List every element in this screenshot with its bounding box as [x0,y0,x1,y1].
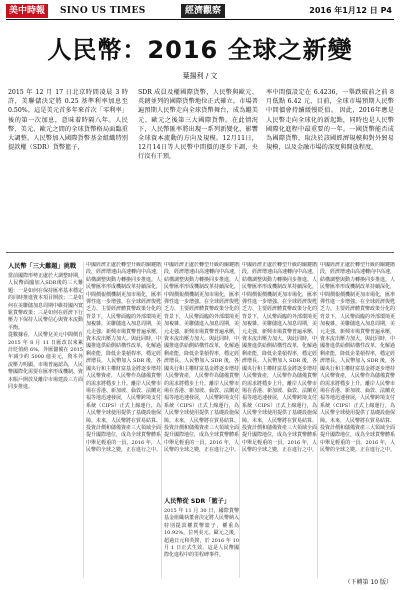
section-heading: 人民幣「三大難題」挑戰 [8,263,77,270]
lead-column-3 [266,88,394,248]
body-paragraph: 當前國際形勢正處於大調整時期，人民幣面臨加入SDR後的三大難題：一是如何在保持匯率基本穩定的同時推進資本項目開放；二是如何在美聯儲加息周期中維持國內寬鬆貨幣政策；三是如何在經濟下行壓力下保持人民幣信心與資本流動平衡。 [8,273,83,331]
lead-paragraph: 因此，2016年應是人民幣走向全球化的新起點，同時也是人民幣國際化進程中最重要的一年。一國貨幣能否成為國際貨幣，取決於該國經濟規模與對外貿易規模，以及金融市場的深度與開放程度。 [266,107,394,152]
body-paragraph: 從數據看，人民幣兌美元中間價自 2015 年 8 月 11 日匯改以來累計貶值約 6%，外匯儲備在 2015 年減少約 5000 億美元，資本外流壓力明顯。市場普遍認為，人民幣國際化需要在匯率形成機制、資本賬戶開放及離岸市場建設三方面同步推進。 [8,332,83,391]
body-column-4 [242,262,317,578]
section-heading: 人民幣從 SDR「籃子」 [164,498,231,505]
masthead [6,4,394,18]
body-column-1 [8,262,83,578]
column-divider [161,262,162,578]
newspaper-logo: 美中時報 [6,4,48,18]
lead-column-2 [138,88,258,248]
column-divider [83,262,84,578]
body-paragraph: 中國經濟正處於轉型升級的關鍵階段，經濟增速由高速轉向中高速，結構調整與動力轉換同步推進。人民幣匯率形成機制改革持續深化，中間價報價機制更加市場化，匯率彈性進一步增強。在全球經濟復甦乏力、主要經濟體貨幣政策分化的背景下，人民幣面臨的外部環境更加複雜。美聯儲進入加息周期，美元走強，新興市場貨幣普遍承壓，資本流出壓力加大。與此同時，中國推進供給側結構性改革，化解過剩產能，降低企業槓桿率，穩定經濟增長。人民幣加入 SDR 後，各國央行和主權財富基金將逐步增持人民幣資產，人民幣作為儲備貨幣的需求將穩步上升。離岸人民幣市場在香港、新加坡、倫敦、法蘭克福等地迅速發展，人民幣跨境支付系統（CIPS）正式上線運行，為人民幣全球使用提供了基礎設施保障。未來，人民幣將在貿易結算、投資計價和儲備資產三大領域全面提升國際地位，成為全球貨幣體系中舉足輕重的一員。2016 年，人民幣的全球之變，正在進行之中。 [242,262,317,454]
lead-column-1 [8,88,128,248]
byline: 葉揚利 / 文 [182,72,218,80]
lead-divider [6,252,394,253]
body-paragraph: 中國經濟正處於轉型升級的關鍵階段，經濟增速由高速轉向中高速，結構調整與動力轉換同步推進。人民幣匯率形成機制改革持續深化，中間價報價機制更加市場化，匯率彈性進一步增強。在全球經濟復甦乏力、主要經濟體貨幣政策分化的背景下，人民幣面臨的外部環境更加複雜。美聯儲進入加息周期，美元走強，新興市場貨幣普遍承壓，資本流出壓力加大。與此同時，中國推進供給側結構性改革，化解過剩產能，降低企業槓桿率，穩定經濟增長。人民幣加入 SDR 後，各國央行和主權財富基金將逐步增持人民幣資產，人民幣作為儲備貨幣的需求將穩步上升。離岸人民幣市場在香港、新加坡、倫敦、法蘭克福等地迅速發展，人民幣跨境支付系統（CIPS）正式上線運行，為人民幣全球使用提供了基礎設施保障。未來，人民幣將在貿易結算、投資計價和儲備資產三大領域全面提升國際地位，成為全球貨幣體系中舉足輕重的一員。2016 年，人民幣的全球之變，正在進行之中。 [86,262,161,454]
body-column-5 [320,262,395,578]
section-tag: 經濟觀察 [181,4,225,18]
lead-paragraph: SDR 成員及權國際貨幣，人民幣與歐元、英鎊並列的國際貨幣地位正式確立。市場普遍預期人民幣走向全球貨幣舞台，成為繼美元、歐元之後第三大國際貨幣。在此情況下，人民幣匯率將出現一系列新變化，影響全球資本流動的方向及規模。12月11日，12月14日等人民幣中間價的逐步下調，央行沒有干預， [138,89,258,161]
body-paragraph: 2015 年 11 月 30 日，國際貨幣基金組織執董會決定將人民幣納入特別提款權貨幣籃子，權重為 10.92%，位列美元、歐元之後，超過日元和英鎊，於 2016 年 10 月 1 日正式生效。這是人民幣國際化進程中的里程碑事件。 [164,508,239,559]
body-column-2 [86,262,161,578]
body-column-3 [164,262,239,578]
masthead-rule [6,19,394,20]
column-divider [317,262,318,578]
issue-date-page: 2016 年1月12 日 P4 [309,6,392,15]
lead-paragraph: 2015 年 12 月 17 日北京時間凌晨 3 時許，美聯儲決定將 0.25 基準利率加息至 0.50%。這是美元首多年來首次「零利率」後的第一次加息，意味着時隔八年。人民幣、美元、歐元之間的全球貨幣格局面臨重大調整。人民幣加入國際貨幣基金組織特別提款權（SDR）貨幣籃子， [8,89,128,152]
body-paragraph: 中國經濟正處於轉型升級的關鍵階段，經濟增速由高速轉向中高速，結構調整與動力轉換同步推進。人民幣匯率形成機制改革持續深化，中間價報價機制更加市場化，匯率彈性進一步增強。在全球經濟復甦乏力、主要經濟體貨幣政策分化的背景下，人民幣面臨的外部環境更加複雜。美聯儲進入加息周期，美元走強，新興市場貨幣普遍承壓，資本流出壓力加大。與此同時，中國推進供給側結構性改革，化解過剩產能，降低企業槓桿率，穩定經濟增長。人民幣加入 SDR 後，各國央行和主權財富基金將逐步增持人民幣資產，人民幣作為儲備貨幣的需求將穩步上升。離岸人民幣市場在香港、新加坡、倫敦、法蘭克福等地迅速發展，人民幣跨境支付系統（CIPS）正式上線運行，為人民幣全球使用提供了基礎設施保障。未來，人民幣將在貿易結算、投資計價和儲備資產三大領域全面提升國際地位，成為全球貨幣體系中舉足輕重的一員。2016 年，人民幣的全球之變，正在進行之中。 [320,262,395,454]
headline: 人民幣：2016 全球之新變 [47,36,353,64]
continued-on-page: （下轉第 10 版） [344,579,392,586]
newspaper-name-english: SINO US TIMES [60,6,146,16]
body-paragraph: 中國經濟正處於轉型升級的關鍵階段，經濟增速由高速轉向中高速，結構調整與動力轉換同步推進。人民幣匯率形成機制改革持續深化，中間價報價機制更加市場化，匯率彈性進一步增強。在全球經濟復甦乏力、主要經濟體貨幣政策分化的背景下，人民幣面臨的外部環境更加複雜。美聯儲進入加息周期，美元走強，新興市場貨幣普遍承壓，資本流出壓力加大。與此同時，中國推進供給側結構性改革，化解過剩產能，降低企業槓桿率，穩定經濟增長。人民幣加入 SDR 後，各國央行和主權財富基金將逐步增持人民幣資產，人民幣作為儲備貨幣的需求將穩步上升。離岸人民幣市場在香港、新加坡、倫敦、法蘭克福等地迅速發展，人民幣跨境支付系統（CIPS）正式上線運行，為人民幣全球使用提供了基礎設施保障。未來，人民幣將在貿易結算、投資計價和儲備資產三大領域全面提升國際地位，成為全球貨幣體系中舉足輕重的一員。2016 年，人民幣的全球之變，正在進行之中。 [164,262,239,454]
column-divider [239,262,240,578]
lead-paragraph: 率中間價設定在 6.4236，一舉跌破前之前 8 月低點 6.42 元，目前，全球市場預期人民幣中間價會持續緩慢貶值。 [266,89,394,115]
